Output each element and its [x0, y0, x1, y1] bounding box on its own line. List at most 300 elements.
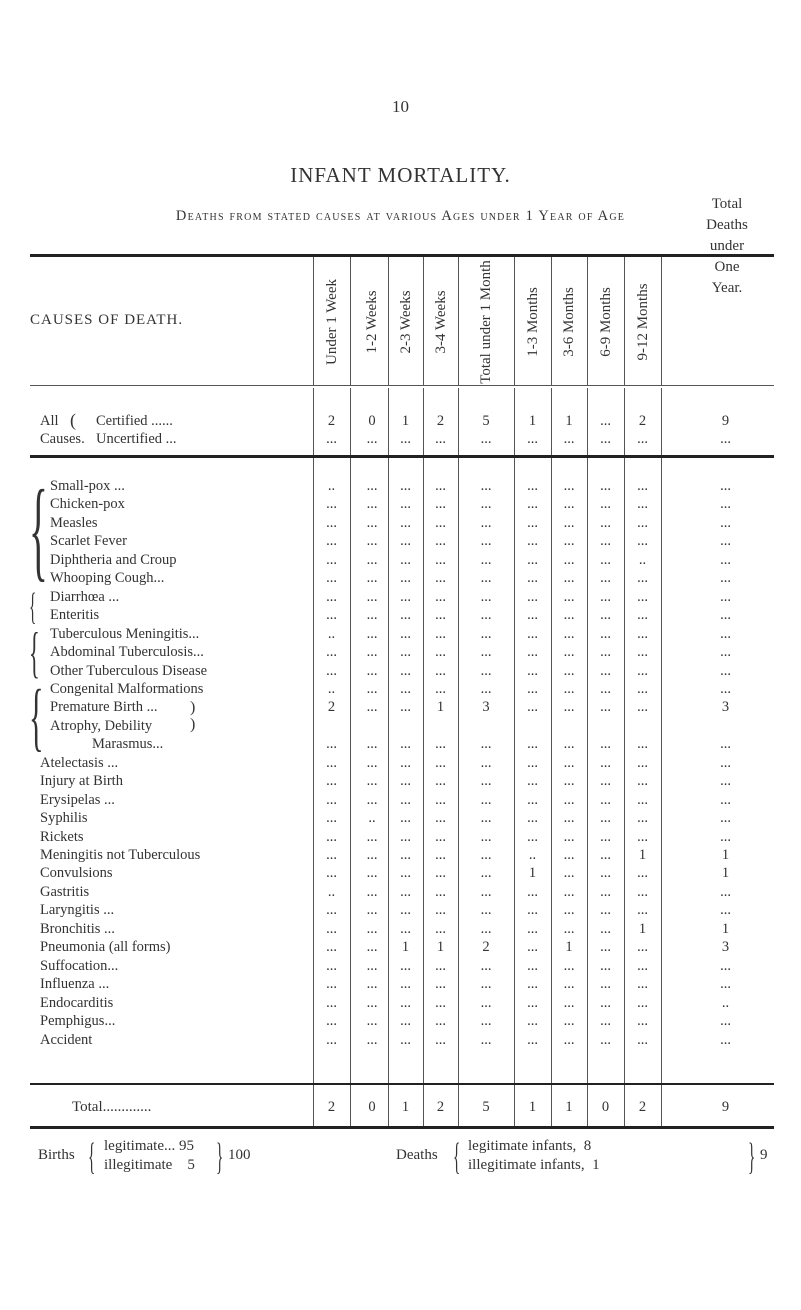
cause-cell: ... — [637, 496, 648, 513]
cause-cell: .. — [327, 883, 336, 900]
cause-cell: ... — [366, 754, 378, 771]
total-header-line: Year. — [711, 280, 743, 296]
cause-cell: ... — [600, 994, 611, 1011]
cause-cell: ... — [527, 902, 538, 919]
cause-cell: 1 — [721, 865, 730, 882]
cause-cell: ... — [720, 883, 731, 900]
cause-cell: ... — [637, 699, 648, 716]
cause-cell: ... — [400, 588, 411, 605]
total-cell: 2 — [436, 1099, 445, 1115]
cause-cell: ... — [400, 533, 411, 550]
cause-cell: ... — [326, 920, 337, 937]
column-divider — [350, 1085, 351, 1126]
cause-cell: ... — [435, 902, 446, 919]
cause-cell: ... — [326, 976, 337, 993]
cause-cell: .. — [638, 551, 647, 568]
age-column-header: 2-3 Weeks — [397, 290, 414, 354]
cause-cell: 2 — [327, 699, 336, 716]
cause-cell: ... — [326, 754, 337, 771]
cause-label: Syphilis — [40, 810, 88, 827]
cause-cell: .. — [721, 994, 730, 1011]
cause-label: Suffocation... — [40, 957, 119, 974]
cause-cell: ... — [563, 920, 575, 937]
cause-label: Other Tuberculous Disease — [50, 662, 208, 679]
cause-cell: ... — [527, 588, 538, 605]
cause-cell: ... — [326, 1013, 337, 1030]
cause-cell: ... — [435, 847, 446, 863]
cause-cell: ... — [435, 865, 446, 882]
cause-cell: ... — [366, 533, 378, 550]
cause-cell: ... — [720, 957, 731, 974]
cause-cell: ... — [720, 1013, 731, 1030]
cause-cell: ... — [366, 1013, 378, 1030]
cause-cell: ... — [720, 902, 731, 919]
cause-cell: ... — [366, 902, 378, 919]
cause-cell: ... — [600, 773, 611, 790]
total-cell: 0 — [601, 1099, 610, 1115]
cause-cell: ... — [366, 736, 378, 753]
cause-cell: ... — [600, 939, 611, 956]
column-divider — [458, 458, 459, 1083]
cause-cell: ... — [435, 976, 446, 993]
group-brace-icon: { — [29, 468, 48, 592]
column-divider — [551, 257, 552, 385]
cause-cell: ... — [600, 680, 611, 697]
certified-cell: 1 — [528, 413, 537, 429]
uncertified-cell: ... — [563, 431, 575, 447]
cause-cell: ... — [563, 754, 575, 771]
cause-cell: ... — [400, 514, 411, 531]
cause-cell: ... — [527, 736, 538, 753]
age-column-header: Total under 1 Month — [478, 260, 494, 384]
cause-cell: ... — [366, 607, 378, 624]
cause-cell: ... — [366, 847, 378, 863]
cause-cell: ... — [637, 957, 648, 974]
cause-cell: ... — [600, 791, 611, 808]
cause-cell: ... — [563, 644, 575, 661]
cause-label: Influenza ... — [40, 976, 110, 993]
cause-cell: ... — [527, 754, 538, 771]
cause-cell: ... — [480, 957, 492, 974]
cause-label: Diphtheria and Croup — [50, 551, 177, 568]
cause-cell: ... — [435, 920, 446, 937]
cause-cell: ... — [600, 736, 611, 753]
cause-cell: ... — [480, 994, 492, 1011]
total-cell: 1 — [565, 1099, 573, 1115]
cause-cell: ... — [480, 1013, 492, 1030]
cause-cell: ... — [637, 514, 648, 531]
page-subtitle: Deaths from stated causes at various Ages under 1 Year of Age — [175, 208, 626, 224]
cause-cell: ... — [366, 625, 378, 642]
cause-cell: ... — [366, 957, 378, 974]
cause-cell: ... — [720, 791, 731, 808]
cause-cell: ... — [400, 607, 411, 624]
cause-cell: ... — [435, 773, 446, 790]
cause-cell: 1 — [721, 920, 730, 937]
cause-cell: ... — [527, 699, 538, 716]
cause-cell: ... — [563, 865, 575, 882]
cause-label: Injury at Birth — [40, 773, 123, 790]
births-close-brace-icon: } — [216, 1136, 224, 1178]
column-divider — [587, 257, 588, 385]
cause-cell: ... — [480, 478, 492, 494]
age-column-header: Under 1 Week — [323, 279, 340, 365]
cause-cell: ... — [600, 478, 611, 494]
cause-cell: ... — [720, 625, 731, 642]
cause-cell: ... — [720, 607, 731, 624]
uncertified-cell: ... — [720, 431, 731, 447]
cause-cell: ... — [366, 551, 378, 568]
cause-cell: ... — [435, 828, 446, 845]
page-title: INFANT MORTALITY. — [290, 163, 511, 187]
cause-cell: ... — [400, 625, 411, 642]
cause-cell: ... — [400, 680, 411, 697]
deaths-legitimate: legitimate infants, 8 — [468, 1138, 592, 1154]
cause-cell: ... — [326, 607, 337, 624]
cause-cell: ... — [366, 680, 378, 697]
cause-cell: ... — [637, 533, 648, 550]
cause-cell: ... — [600, 699, 611, 716]
cause-cell: ... — [326, 939, 337, 956]
cause-label: Enteritis — [50, 607, 100, 624]
cause-cell: ... — [637, 644, 648, 661]
cause-cell: ... — [720, 551, 731, 568]
cause-cell: ... — [400, 1031, 411, 1048]
deaths-label: Deaths — [396, 1147, 438, 1163]
age-column-header: 3-6 Months — [561, 287, 577, 357]
cause-cell: ... — [600, 644, 611, 661]
cause-cell: ... — [366, 514, 378, 531]
cause-cell: ... — [435, 514, 446, 531]
cause-cell: 1 — [565, 939, 573, 956]
cause-cell: .. — [327, 625, 336, 642]
cause-label: Chicken-pox — [50, 496, 125, 513]
cause-cell: ... — [366, 773, 378, 790]
deaths-brace-icon: { — [453, 1136, 461, 1178]
cause-cell: ... — [435, 736, 446, 753]
certified-cell: 2 — [436, 413, 445, 429]
cause-label: Erysipelas ... — [40, 791, 115, 808]
age-column-header: 6-9 Months — [597, 287, 614, 357]
cause-cell: ... — [400, 847, 411, 863]
column-divider — [661, 458, 662, 1083]
total-cell: 2 — [327, 1099, 336, 1115]
cause-cell: ... — [366, 1031, 378, 1048]
cause-cell: ... — [480, 902, 492, 919]
cause-label: Abdominal Tuberculosis... — [50, 644, 204, 661]
certified-label: Certified ...... — [96, 413, 173, 429]
column-divider — [624, 257, 625, 385]
cause-cell: ... — [400, 883, 411, 900]
cause-cell: ... — [600, 865, 611, 882]
cause-label: Pemphigus... — [40, 1013, 116, 1030]
cause-cell: ... — [400, 828, 411, 845]
cause-cell: ... — [326, 773, 337, 790]
cause-cell: ... — [366, 865, 378, 882]
group-brace-icon: { — [29, 622, 40, 684]
total-top-rule — [30, 1083, 774, 1085]
cause-cell: ... — [563, 625, 575, 642]
cause-cell: ... — [637, 994, 648, 1011]
cause-cell: ... — [366, 828, 378, 845]
column-divider — [587, 458, 588, 1083]
column-divider — [423, 458, 424, 1083]
cause-cell: ... — [563, 570, 575, 587]
cause-cell: ... — [366, 791, 378, 808]
cause-cell: ... — [527, 607, 538, 624]
cause-cell: ... — [435, 533, 446, 550]
cause-cell: ... — [600, 607, 611, 624]
cause-cell: ... — [563, 1031, 575, 1048]
column-divider — [313, 257, 314, 385]
cause-cell: ... — [527, 514, 538, 531]
cause-cell: 3 — [721, 699, 730, 716]
column-divider — [624, 458, 625, 1083]
cause-cell: ... — [480, 883, 492, 900]
cause-cell: ... — [637, 754, 648, 771]
cause-cell: ... — [480, 551, 492, 568]
cause-label: Pneumonia (all forms) — [40, 939, 171, 956]
cause-cell: ... — [480, 773, 492, 790]
cause-label: Tuberculous Meningitis... — [50, 625, 200, 642]
cause-cell: ... — [326, 828, 337, 845]
cause-cell: ... — [400, 994, 411, 1011]
cause-cell: ... — [527, 773, 538, 790]
cause-cell: ... — [400, 496, 411, 513]
cause-cell: ... — [435, 551, 446, 568]
cause-cell: ... — [637, 736, 648, 753]
cause-cell: ... — [400, 957, 411, 974]
total-cell: 9 — [721, 1099, 730, 1115]
cause-cell: ... — [563, 478, 575, 494]
cause-cell: ... — [527, 828, 538, 845]
cause-cell: ... — [600, 1013, 611, 1030]
total-cell: 5 — [482, 1099, 490, 1115]
causes-column-header: CAUSES OF DEATH. — [30, 312, 184, 328]
cause-label: Rickets — [40, 828, 84, 845]
cause-cell: ... — [563, 883, 575, 900]
cause-cell: ... — [435, 994, 446, 1011]
cause-cell: ... — [400, 478, 411, 494]
cause-cell: ... — [326, 496, 337, 513]
cause-cell: ... — [563, 736, 575, 753]
cause-cell: ... — [480, 514, 492, 531]
column-divider — [514, 257, 515, 385]
cause-cell: ... — [480, 976, 492, 993]
total-cell: 2 — [638, 1099, 647, 1115]
cause-cell: ... — [480, 570, 492, 587]
cause-label: Premature Birth ... — [50, 699, 158, 716]
cause-cell: ... — [720, 478, 731, 494]
uncertified-cell: ... — [366, 431, 378, 447]
cause-label: Measles — [50, 514, 98, 531]
cause-cell: ... — [326, 588, 337, 605]
cause-cell: ... — [720, 570, 731, 587]
total-cell: 1 — [401, 1099, 410, 1115]
uncertified-cell: ... — [400, 431, 411, 447]
cause-label: Gastritis — [40, 883, 90, 900]
column-divider — [350, 257, 351, 385]
cause-cell: ... — [720, 773, 731, 790]
cause-cell: ... — [563, 514, 575, 531]
cause-cell: ... — [480, 496, 492, 513]
cause-cell: 1 — [721, 847, 730, 863]
cause-label: Bronchitis ... — [40, 920, 115, 937]
cause-cell: ... — [435, 570, 446, 587]
cause-cell: ... — [600, 828, 611, 845]
cause-cell: ... — [563, 810, 575, 827]
cause-cell: ... — [563, 662, 575, 679]
cause-cell: ... — [720, 736, 731, 753]
column-divider — [458, 257, 459, 385]
cause-cell: ... — [600, 957, 611, 974]
births-brace-icon: { — [88, 1136, 96, 1178]
cause-cell: ... — [326, 533, 337, 550]
cause-cell: ... — [400, 902, 411, 919]
cause-cell: ... — [435, 680, 446, 697]
cause-cell: ... — [326, 662, 337, 679]
cause-cell: ... — [527, 1031, 538, 1048]
cause-cell: ... — [637, 865, 648, 882]
total-cell: 1 — [528, 1099, 537, 1115]
cause-cell: 2 — [482, 939, 490, 956]
column-divider — [514, 458, 515, 1083]
cause-cell: ... — [600, 570, 611, 587]
uncertified-cell: ... — [527, 431, 538, 447]
cause-cell: ... — [435, 1013, 446, 1030]
cause-cell: ... — [480, 828, 492, 845]
cause-cell: ... — [563, 680, 575, 697]
column-divider — [661, 1085, 662, 1126]
group-brace-icon: { — [29, 675, 44, 759]
cause-cell: ... — [527, 994, 538, 1011]
cause-cell: ... — [480, 754, 492, 771]
total-bottom-rule — [30, 1126, 774, 1129]
cause-cell: ... — [400, 810, 411, 827]
cause-cell: ... — [480, 607, 492, 624]
total-header-line: under — [709, 238, 745, 254]
total-cell: 0 — [368, 1099, 376, 1115]
cause-cell: ... — [326, 902, 337, 919]
cause-cell: ... — [400, 791, 411, 808]
certified-cell: ... — [600, 413, 611, 429]
cause-cell: ... — [600, 810, 611, 827]
cause-cell: ... — [563, 994, 575, 1011]
column-divider — [551, 458, 552, 1083]
cause-cell: ... — [637, 976, 648, 993]
age-column-header: 1-2 Weeks — [364, 290, 380, 354]
cause-cell: ... — [326, 551, 337, 568]
total-header-line: Total — [711, 196, 743, 212]
cause-cell: ... — [600, 533, 611, 550]
cause-label: Marasmus... — [92, 736, 164, 753]
cause-cell: ... — [400, 662, 411, 679]
cause-cell: ... — [527, 662, 538, 679]
births-label: Births — [38, 1147, 75, 1163]
cause-cell: ... — [637, 478, 648, 494]
births-legitimate: legitimate... 95 — [104, 1138, 194, 1154]
atrophy-brace-icon: ) — [190, 716, 196, 733]
cause-cell: ... — [600, 883, 611, 900]
uncertified-cell: ... — [480, 431, 492, 447]
cause-label: Convulsions — [40, 865, 113, 882]
cause-cell: ... — [637, 680, 648, 697]
cause-cell: ... — [563, 902, 575, 919]
all-causes-bottom-rule — [30, 455, 774, 458]
cause-cell: ... — [326, 810, 337, 827]
cause-label: Atrophy, Debility — [50, 717, 153, 734]
cause-cell: 3 — [482, 699, 490, 716]
column-divider — [313, 458, 314, 1083]
cause-cell: ... — [720, 754, 731, 771]
cause-cell: ... — [400, 1013, 411, 1030]
cause-cell: ... — [366, 976, 378, 993]
cause-label: Small-pox ... — [50, 478, 125, 494]
cause-cell: ... — [720, 644, 731, 661]
age-column-header: 1-3 Months — [524, 287, 541, 357]
births-total: 100 — [228, 1147, 251, 1163]
uncertified-cell: ... — [637, 431, 648, 447]
cause-cell: ... — [366, 699, 378, 716]
cause-cell: ... — [400, 644, 411, 661]
cause-cell: 3 — [721, 939, 730, 956]
cause-cell: ... — [563, 1013, 575, 1030]
uncertified-cell: ... — [600, 431, 611, 447]
cause-cell: ... — [563, 496, 575, 513]
cause-cell: ... — [480, 644, 492, 661]
cause-cell: ... — [563, 607, 575, 624]
cause-cell: ... — [480, 791, 492, 808]
cause-cell: ... — [435, 607, 446, 624]
cause-cell: ... — [637, 607, 648, 624]
cause-cell: ... — [527, 810, 538, 827]
cause-cell: ... — [435, 883, 446, 900]
cause-cell: ... — [366, 644, 378, 661]
cause-cell: ... — [563, 773, 575, 790]
cause-cell: ... — [366, 662, 378, 679]
uncertified-label: Uncertified ... — [96, 431, 177, 447]
cause-cell: ... — [527, 957, 538, 974]
cause-cell: ... — [637, 570, 648, 587]
cause-cell: ... — [527, 570, 538, 587]
cause-cell: 1 — [436, 699, 445, 716]
cause-cell: ... — [527, 976, 538, 993]
cause-cell: ... — [366, 939, 378, 956]
cause-label: Endocarditis — [40, 994, 114, 1011]
all-causes-prefix: All — [40, 413, 59, 429]
cause-cell: ... — [366, 883, 378, 900]
cause-cell: ... — [435, 644, 446, 661]
cause-cell: .. — [327, 478, 336, 494]
column-divider — [423, 257, 424, 385]
cause-cell: ... — [326, 1031, 337, 1048]
cause-cell: 1 — [436, 939, 445, 956]
cause-cell: ... — [480, 1031, 492, 1048]
cause-cell: ... — [326, 865, 337, 882]
cause-cell: ... — [366, 920, 378, 937]
cause-cell: ... — [563, 533, 575, 550]
column-divider — [350, 388, 351, 455]
top-rule — [30, 254, 774, 257]
cause-cell: ... — [720, 680, 731, 697]
age-column-header: 3-4 Weeks — [432, 290, 449, 354]
certified-cell: 0 — [368, 413, 376, 429]
cause-cell: ... — [600, 551, 611, 568]
cause-cell: ... — [563, 791, 575, 808]
cause-label: Atelectasis ... — [40, 754, 119, 771]
uncertified-cell: ... — [326, 431, 337, 447]
cause-cell: ... — [720, 828, 731, 845]
